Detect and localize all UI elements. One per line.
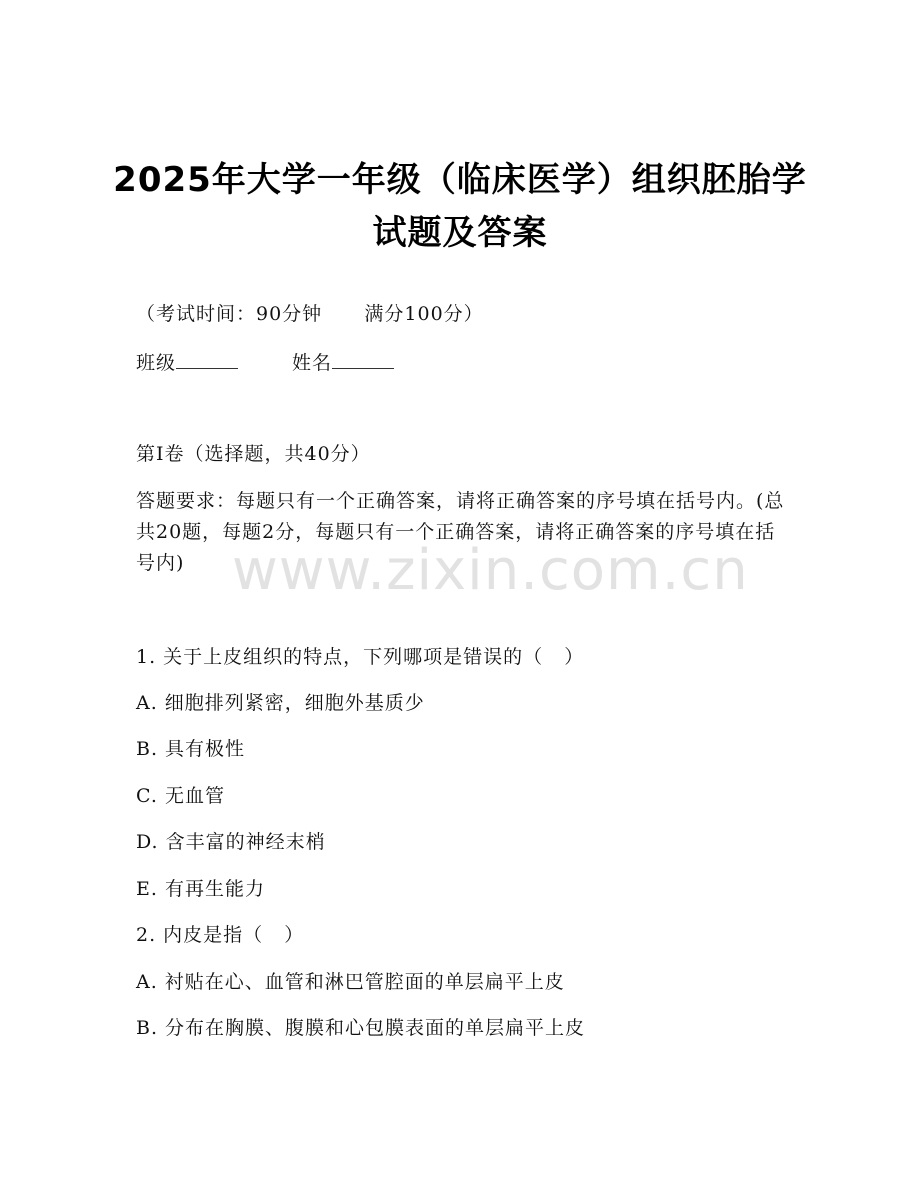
class-blank[interactable] bbox=[176, 350, 238, 369]
question-1-option-d[interactable]: D. 含丰富的神经末梢 bbox=[136, 831, 326, 853]
student-info-row bbox=[136, 350, 394, 375]
question-1-option-e[interactable]: E. 有再生能力 bbox=[136, 878, 265, 900]
name-blank[interactable] bbox=[332, 350, 394, 369]
question-2-stem: 2. 内皮是指（ ） bbox=[136, 924, 305, 946]
question-1-stem: 1. 关于上皮组织的特点，下列哪项是错误的（ ） bbox=[136, 646, 585, 668]
question-1-option-c[interactable]: C. 无血管 bbox=[136, 785, 225, 807]
document-title-line2: 试题及答案 bbox=[372, 213, 548, 253]
watermark: www.zixin.com.cn bbox=[232, 538, 749, 603]
question-1-option-a[interactable]: A. 细胞排列紧密，细胞外基质少 bbox=[136, 692, 425, 714]
question-1-option-b[interactable]: B. 具有极性 bbox=[136, 738, 246, 760]
question-2-option-b[interactable]: B. 分布在胸膜、腹膜和心包膜表面的单层扁平上皮 bbox=[136, 1017, 586, 1039]
class-label: 班级 bbox=[136, 352, 177, 374]
instructions: 答题要求：每题只有一个正确答案，请将正确答案的序号填在括号内。(总共20题，每题2分，每题只有一个正确答案，请将正确答案的序号填在括号内) bbox=[136, 490, 785, 574]
name-label: 姓名 bbox=[292, 352, 333, 374]
exam-info: （考试时间：90分钟 满分100分） bbox=[136, 303, 484, 325]
question-2-option-a[interactable]: A. 衬贴在心、血管和淋巴管腔面的单层扁平上皮 bbox=[136, 971, 565, 993]
document-title-line1: 2025年大学一年级（临床医学）组织胚胎学 bbox=[113, 160, 807, 200]
section-heading: 第Ⅰ卷（选择题，共40分） bbox=[136, 443, 371, 465]
